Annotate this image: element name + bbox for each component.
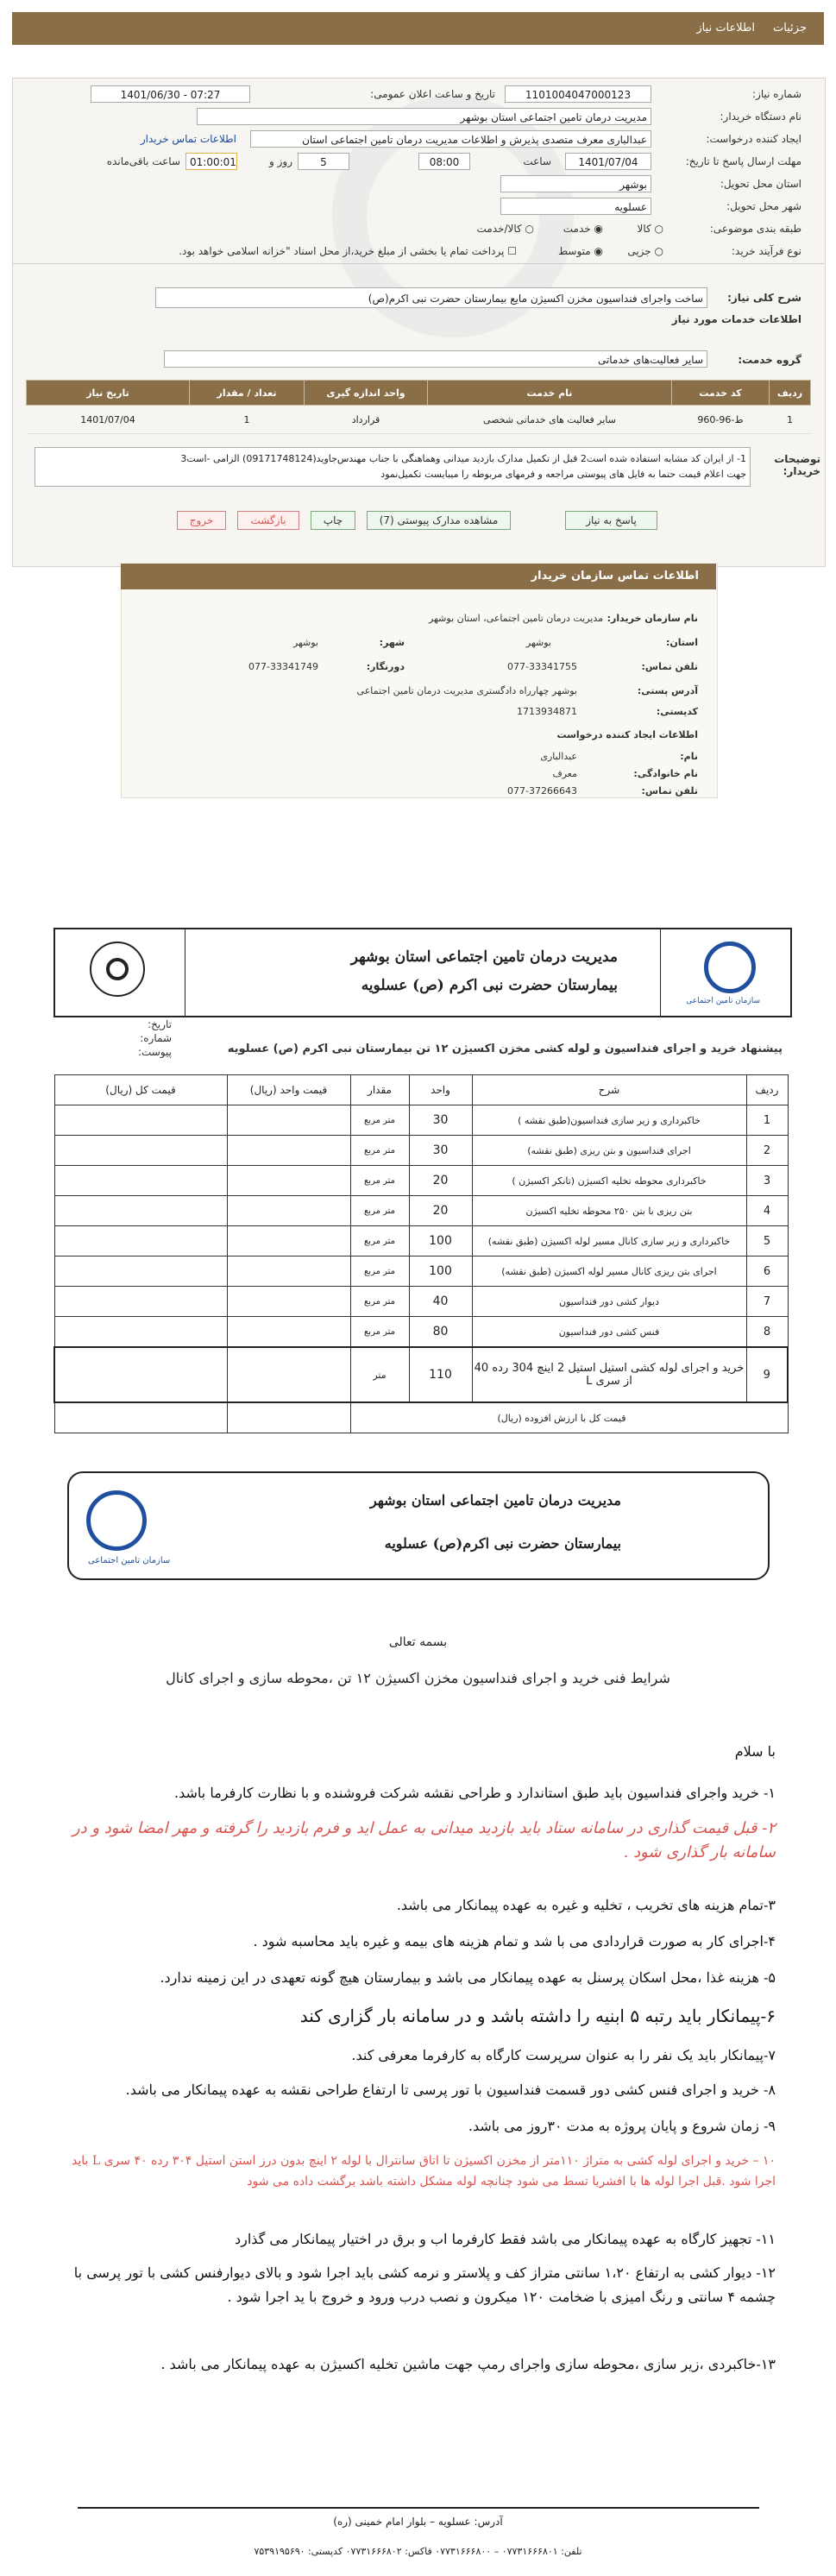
cell: متر مربع: [350, 1136, 409, 1166]
zip-label: کدپستی:: [656, 706, 698, 717]
category-option-both[interactable]: ○ کالا/خدمت: [476, 223, 534, 235]
divider: [12, 263, 824, 264]
fax-label: دورنگار:: [366, 661, 405, 672]
payment-note[interactable]: ☐ پرداخت تمام یا بخشی از مبلغ خرید،از محل اسناد "خزانه اسلامی خواهد بود.: [179, 245, 517, 257]
province-label: استان:: [666, 637, 698, 648]
cell: 5: [746, 1226, 788, 1257]
cell: 30: [409, 1136, 472, 1166]
category-option-service[interactable]: ◉ خدمت: [563, 223, 603, 235]
creator-label: ایجاد کننده درخواست:: [706, 133, 801, 145]
table-row: [54, 1226, 788, 1257]
cell: [227, 1402, 350, 1433]
phone-label: تلفن تماس:: [641, 661, 698, 672]
deadline-date-field: 1401/07/04: [565, 153, 651, 170]
cell: خاکبرداری و زیر سازی کانال مسیر لوله اکسیژن (طبق نقشه): [472, 1226, 746, 1257]
cell: متر: [350, 1347, 409, 1402]
ssi-logo-icon: [704, 942, 756, 993]
creator-field: عبدالباری معرف متصدی پذیرش و اطلاعات مدیریت درمان تامین اجتماعی استان: [250, 130, 651, 148]
city-value: بوشهر: [292, 637, 318, 648]
cell: [54, 1226, 227, 1257]
summary-label: شرح کلی نیاز:: [727, 292, 801, 304]
date-label: تاریخ:: [148, 1018, 172, 1030]
category-label: طبقه بندی موضوعی:: [709, 223, 801, 235]
condition-item: ۷-پیمانکار باید یک نفر را به عنوان سرپرست کارگاه به کارفرما معرفی کند.: [351, 2047, 776, 2063]
back-button[interactable]: بازگشت: [237, 511, 299, 530]
cell: 100: [409, 1257, 472, 1287]
cell: [227, 1347, 350, 1402]
condition-item: ۸- خرید و اجرای فنس کشی دور قسمت فنداسیون با تور پرسی تا ارتفاع طراحی نقشه به عهده پیمانکار می باشد.: [125, 2082, 776, 2098]
creator-phone-label: تلفن تماس:: [641, 785, 698, 797]
col-header: تعداد / مقدار: [190, 381, 305, 406]
contact-panel: [121, 564, 718, 798]
cell: متر مربع: [350, 1196, 409, 1226]
cell: 1401/07/04: [27, 406, 190, 434]
service-info-title: اطلاعات خدمات مورد نیاز: [671, 313, 801, 325]
condition-item: ۱۱- تجهیز کارگاه به عهده پیمانکار می باشد فقط کارفرما اب و برق در اختیار پیمانکار می گذارد: [235, 2231, 776, 2247]
table-row: [54, 1257, 788, 1287]
services-table-header: [27, 381, 811, 406]
buyer-contact-link[interactable]: اطلاعات تماس خریدار: [140, 133, 236, 145]
org-value: مدیریت درمان تامین اجتماعی، استان بوشهر: [429, 613, 603, 624]
creator-title: اطلاعات ایجاد کننده درخواست: [556, 729, 698, 740]
condition-item: ۵- هزینه غذا ،محل اسکان پرسنل به عهده پیمانکار می باشد و بیمارستان هیچ گونه تعهدی در این زمینه ندارد.: [160, 1969, 776, 1986]
name-value: عبدالباری: [540, 751, 577, 762]
table-row: [54, 1287, 788, 1317]
cell: 9: [746, 1347, 788, 1402]
cell: خرید و اجرای لوله کشی استیل استیل 2 اینچ 304 رده 40 از سری L: [472, 1347, 746, 1402]
cell: 1: [746, 1105, 788, 1136]
greeting: با سلام: [734, 1743, 776, 1760]
buyer-notes-line: جهت اعلام قیمت حتما به فایل های پیوستی مراجعه و فرمهای مربوطه را میبایست تکمیل‌نمود: [380, 469, 746, 480]
doc2-hospital-title: بیمارستان حضرت نبی اکرم(ص) عسلویه: [384, 1535, 621, 1552]
table-row: [54, 1317, 788, 1348]
cell: 2: [746, 1136, 788, 1166]
tab-details[interactable]: جزئیات: [773, 22, 807, 35]
postal-label: آدرس پستی:: [637, 685, 698, 696]
cell: سایر فعالیت های خدماتی شخصی: [428, 406, 672, 434]
table-row[interactable]: [27, 406, 811, 434]
cell: 40: [409, 1287, 472, 1317]
cell: متر مربع: [350, 1287, 409, 1317]
logo-caption: سازمان تامین اجتماعی: [686, 997, 760, 1005]
cell: دیوار کشی دور فنداسیون: [472, 1287, 746, 1317]
purchase-type-medium[interactable]: ◉ متوسط: [558, 245, 603, 257]
col-header: قیمت واحد (ریال): [227, 1075, 350, 1105]
cell: [54, 1402, 227, 1433]
time-label: ساعت: [523, 155, 551, 167]
cell: [54, 1166, 227, 1196]
cell: [227, 1136, 350, 1166]
cell: متر مربع: [350, 1226, 409, 1257]
phone-value: 077-33341755: [507, 661, 577, 672]
city-field: عسلویه: [500, 198, 651, 215]
services-table: [26, 380, 811, 434]
table-row: [54, 1136, 788, 1166]
deadline-time-field: 08:00: [418, 153, 470, 170]
purchase-type-minor[interactable]: ○ جزیی: [627, 245, 663, 257]
cell: [227, 1196, 350, 1226]
contact-panel-header: اطلاعات تماس سازمان خریدار: [121, 564, 716, 589]
service-group-field: سایر فعالیت‌های خدماتی: [164, 350, 707, 368]
bismillah: بسمه تعالی: [388, 1635, 448, 1649]
exit-button[interactable]: خروج: [177, 511, 226, 530]
cell: اجرای فنداسیون و بتن ریزی (طبق نقشه): [472, 1136, 746, 1166]
province-value: بوشهر: [525, 637, 551, 648]
city-label: شهر:: [379, 637, 405, 648]
cell: متر مربع: [350, 1105, 409, 1136]
cell: [54, 1136, 227, 1166]
cell: [227, 1226, 350, 1257]
condition-item: ۱۰ – خرید و اجرای لوله کشی به متراژ ۱۱۰متر از مخزن اکسیژن تا اتاق سانترال با لوله ۲ اینچ بدون درز استن استیل ۳۰۴ رده ۴۰ سری L باید اجرا شود .قبل اجرا لوله ها با افشربا تسط می شود چنانچه لوله مشکل داشته باشد برگشت داده می شود: [72, 2154, 776, 2189]
col-header: نام خدمت: [428, 381, 672, 406]
cell: [54, 1287, 227, 1317]
print-button[interactable]: چاپ: [311, 511, 355, 530]
cell: 30: [409, 1105, 472, 1136]
col-header: مقدار: [350, 1075, 409, 1105]
total-row: [54, 1402, 788, 1433]
cell: 3: [746, 1166, 788, 1196]
announce-date-label: تاریخ و ساعت اعلان عمومی:: [370, 88, 495, 100]
doc2-org-title: مدیریت درمان تامین اجتماعی استان بوشهر: [369, 1492, 621, 1508]
cell: [54, 1347, 227, 1402]
category-option-goods[interactable]: ○ کالا: [637, 223, 663, 235]
table-row: [54, 1347, 788, 1402]
cell: متر مربع: [350, 1317, 409, 1348]
buyer-name-field: مدیریت درمان تامین اجتماعی استان بوشهر: [197, 108, 651, 125]
hospital-emblem-icon: [90, 942, 145, 997]
doc-hospital-title: بیمارستان حضرت نبی اکرم (ص) عسلویه: [361, 977, 618, 994]
cell: [54, 1257, 227, 1287]
divider: [660, 929, 661, 1016]
zip-value: 1713934871: [517, 706, 577, 717]
proposal-header-box: [53, 928, 792, 1017]
cell: 110: [409, 1347, 472, 1402]
cell: قیمت کل با ارزش افزوده (ریال): [350, 1402, 788, 1433]
cell: [54, 1317, 227, 1348]
cell: 4: [746, 1196, 788, 1226]
doc-org-title: مدیریت درمان تامین اجتماعی استان بوشهر: [350, 948, 618, 966]
buyer-notes-box: [35, 447, 751, 487]
tab-need-info[interactable]: اطلاعات نیاز: [696, 22, 755, 35]
condition-item: ۶-پیمانکار باید رتبه ۵ ابنیه را داشته باشد و در سامانه بار گزاری کند: [299, 2006, 776, 2026]
reply-button[interactable]: پاسخ به نیاز: [565, 511, 657, 530]
items-header: [54, 1075, 788, 1105]
conditions-header-box: [67, 1471, 770, 1580]
service-group-label: گروه خدمت:: [738, 354, 801, 366]
condition-item: ۱۳-خاکبردی ،زیر سازی ،محوطه سازی واجرای رمپ جهت ماشین تخلیه اکسیژن به عهده پیمانکار می باشد .: [160, 2356, 776, 2372]
col-header: واحد اندازه گیری: [305, 381, 428, 406]
cell: 100: [409, 1226, 472, 1257]
announce-date-field: 1401/06/30 - 07:27: [91, 85, 250, 103]
need-number-label: شماره نیاز:: [752, 88, 801, 100]
col-header: ردیف: [770, 381, 811, 406]
col-header: ردیف: [746, 1075, 788, 1105]
footer-address: آدرس: عسلویه – بلوار امام خمینی (ره): [333, 2516, 503, 2528]
condition-item: ۹- زمان شروع و پایان پروژه به مدت ۳۰روز می باشد.: [468, 2118, 776, 2134]
cell: 20: [409, 1196, 472, 1226]
cell: 80: [409, 1317, 472, 1348]
cell: 1: [190, 406, 305, 434]
family-value: معرف: [552, 768, 577, 779]
condition-item: ۱- خرید واجرای فنداسیون باید طبق استاندارد و طراحی نقشه شرکت فروشنده و با نظارت کارفرما باشد.: [174, 1785, 776, 1801]
cell: [54, 1196, 227, 1226]
logo-caption: سازمان تامین اجتماعی: [88, 1556, 171, 1565]
col-header: تاریخ نیاز: [27, 381, 190, 406]
province-label: استان محل تحویل:: [720, 178, 801, 190]
remaining-time-field: 01:00:01: [185, 153, 237, 170]
cell: [54, 1105, 227, 1136]
number-label: شماره:: [140, 1032, 172, 1044]
summary-field: ساخت واجرای فنداسیون مخزن اکسیژن مایع بیمارستان حضرت نبی اکرم(ص): [155, 287, 707, 308]
cell: [227, 1317, 350, 1348]
buyer-notes-label: توضیحات خریدار:: [774, 453, 820, 477]
fax-value: 077-33341749: [248, 661, 318, 672]
cell: 8: [746, 1317, 788, 1348]
condition-item: ۲- قبل قیمت گذاری در سامانه ستاد باید بازدید میدانی به عمل اید و فرم بازدید را گرفته و مهر امضا شود و در سامانه بار گذاری شود .: [72, 1819, 776, 1861]
purchase-type-label: نوع فرآیند خرید:: [732, 245, 801, 257]
buyer-notes-line: 1- از ایران کد مشابه استفاده شده است2 قبل از تکمیل مدارک بازدید میدانی وهماهنگی با جناب مهندس‌جاوید(09171748124) الزامی -است3: [180, 453, 746, 464]
cell: اجرای بتن ریزی کانال مسیر لوله اکسیژن (طبق نقشه): [472, 1257, 746, 1287]
org-label: نام سازمان خریدار:: [607, 613, 698, 624]
col-header: قیمت کل (ریال): [54, 1075, 227, 1105]
family-label: نام خانوادگی:: [633, 768, 698, 779]
cell: متر مربع: [350, 1166, 409, 1196]
condition-item: ۴-اجرای کار به صورت قراردادی می با شد و تمام هزینه های بیمه و غیره باید محاسبه شود .: [253, 1933, 776, 1949]
deadline-label: مهلت ارسال پاسخ تا تاریخ:: [685, 155, 801, 167]
province-field: بوشهر: [500, 175, 651, 192]
cell: 6: [746, 1257, 788, 1287]
remaining-label: ساعت باقی‌مانده: [106, 155, 180, 167]
cell: 7: [746, 1287, 788, 1317]
condition-item: ۱۲- دیوار کشی به ارتفاع ۱،۲۰ سانتی متراز کف و پلاستر و نرمه کشی باید اجرا شود و بالای دیوارفنس کشی با تور پرسی با چشمه ۴ سانتی و رنگ امیزی با ضخامت ۱۲۰ میکرون و نصب درب ورود و خروج با ید اجرا شود .: [73, 2264, 776, 2305]
cell: [227, 1105, 350, 1136]
attach-label: پیوست:: [137, 1046, 172, 1058]
proposal-title: پیشنهاد خرید و اجرای فنداسیون و لوله کشی مخزن اکسیژن ۱۲ تن بیمارستان نبی اکرم (ص) عسلویه: [227, 1042, 783, 1055]
col-header: شرح: [472, 1075, 746, 1105]
need-number-field: 1101004047000123: [505, 85, 651, 103]
table-row: [54, 1105, 788, 1136]
cell: متر مربع: [350, 1257, 409, 1287]
name-label: نام:: [680, 751, 698, 762]
proposal-items-table: [53, 1074, 789, 1433]
buyer-name-label: نام دستگاه خریدار:: [720, 110, 801, 123]
days-label: روز و: [269, 155, 292, 167]
creator-phone-value: 077-37266643: [507, 785, 577, 797]
footer-phones: تلفن: ۰۷۷۳۱۶۶۶۸۰۱ – ۰۷۷۳۱۶۶۶۸۰۰ فاکس: ۰۷۷۳۱۶۶۶۸۰۲ کدپستی: ۷۵۳۹۱۹۵۶۹۰: [254, 2546, 582, 2557]
cell: 20: [409, 1166, 472, 1196]
cell: 1: [770, 406, 811, 434]
cell: خاکبرداری و زیر سازی فنداسیون(طبق نقشه ): [472, 1105, 746, 1136]
ssi-logo-icon: [86, 1490, 147, 1551]
cell: بتن ریزی با بتن ۲۵۰ محوطه تخلیه اکسیژن: [472, 1196, 746, 1226]
condition-item: ۳-تمام هزینه های تخریب ، تخلیه و غیره به عهده پیمانکار می باشد.: [396, 1897, 776, 1913]
cell: فنس کشی دور فنداسیون: [472, 1317, 746, 1348]
table-row: [54, 1196, 788, 1226]
city-label: شهر محل تحویل:: [726, 200, 801, 212]
top-tab-bar: [12, 12, 824, 45]
cell: ط-96-960: [672, 406, 770, 434]
postal-value: بوشهر چهارراه دادگستری مدیریت درمان تامین اجتماعی: [356, 685, 577, 696]
footer-divider: [78, 2507, 759, 2509]
cell: [227, 1287, 350, 1317]
days-field: 5: [298, 153, 349, 170]
col-header: واحد: [409, 1075, 472, 1105]
cell: [227, 1166, 350, 1196]
view-docs-button[interactable]: مشاهده مدارک پیوستی (7): [367, 511, 511, 530]
cell: قرارداد: [305, 406, 428, 434]
col-header: کد خدمت: [672, 381, 770, 406]
conditions-title: شرایط فنی خرید و اجرای فنداسیون مخزن اکسیژن ۱۲ تن ،محوطه سازی و اجرای کانال: [166, 1670, 670, 1686]
cell: خاکبرداری محوطه تخلیه اکسیژن (تانکر اکسیژن ): [472, 1166, 746, 1196]
table-row: [54, 1166, 788, 1196]
cell: [227, 1257, 350, 1287]
